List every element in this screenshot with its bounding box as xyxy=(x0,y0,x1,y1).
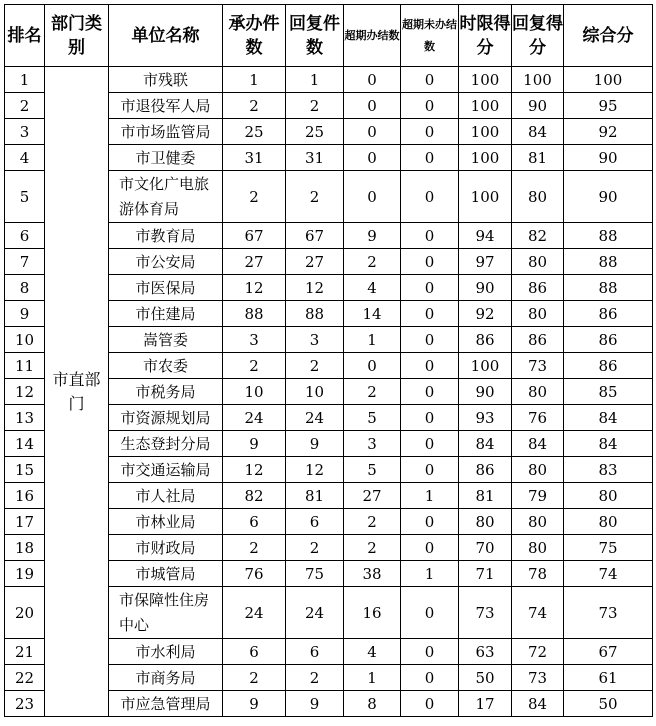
unit-name-cell: 市残联 xyxy=(109,67,223,93)
overdue-done-cell: 3 xyxy=(344,431,401,457)
handled-cell: 82 xyxy=(223,483,286,509)
handled-cell: 10 xyxy=(223,379,286,405)
replied-cell: 12 xyxy=(286,275,344,301)
unit-name-cell: 市住建局 xyxy=(109,301,223,327)
total-cell: 100 xyxy=(564,67,653,93)
reply-score-cell: 80 xyxy=(512,171,564,223)
overdue-undone-cell: 0 xyxy=(401,379,459,405)
unit-name-cell: 市卫健委 xyxy=(109,145,223,171)
overdue-undone-cell: 0 xyxy=(401,587,459,639)
header-handled: 承办件数 xyxy=(223,5,286,67)
overdue-undone-cell: 1 xyxy=(401,561,459,587)
total-cell: 61 xyxy=(564,665,653,691)
overdue-undone-cell: 0 xyxy=(401,275,459,301)
overdue-undone-cell: 1 xyxy=(401,483,459,509)
time-score-cell: 81 xyxy=(459,483,512,509)
rank-cell: 7 xyxy=(5,249,45,275)
ranking-table-container xyxy=(4,4,653,717)
time-score-cell: 17 xyxy=(459,691,512,717)
overdue-done-cell: 5 xyxy=(344,457,401,483)
rank-cell: 13 xyxy=(5,405,45,431)
overdue-undone-cell: 0 xyxy=(401,171,459,223)
unit-name-cell: 市人社局 xyxy=(109,483,223,509)
handled-cell: 12 xyxy=(223,275,286,301)
reply-score-cell: 76 xyxy=(512,405,564,431)
overdue-done-cell: 0 xyxy=(344,171,401,223)
unit-name-cell: 市保障性住房中心 xyxy=(109,587,223,639)
rank-cell: 19 xyxy=(5,561,45,587)
rank-cell: 11 xyxy=(5,353,45,379)
handled-cell: 25 xyxy=(223,119,286,145)
overdue-undone-cell: 0 xyxy=(401,223,459,249)
time-score-cell: 94 xyxy=(459,223,512,249)
unit-name-cell: 市资源规划局 xyxy=(109,405,223,431)
handled-cell: 31 xyxy=(223,145,286,171)
replied-cell: 6 xyxy=(286,509,344,535)
unit-name-cell: 市教育局 xyxy=(109,223,223,249)
total-cell: 92 xyxy=(564,119,653,145)
handled-cell: 2 xyxy=(223,93,286,119)
unit-name-cell: 市农委 xyxy=(109,353,223,379)
handled-cell: 3 xyxy=(223,327,286,353)
total-cell: 84 xyxy=(564,405,653,431)
replied-cell: 3 xyxy=(286,327,344,353)
unit-name-cell: 市财政局 xyxy=(109,535,223,561)
rank-cell: 2 xyxy=(5,93,45,119)
time-score-cell: 84 xyxy=(459,431,512,457)
reply-score-cell: 86 xyxy=(512,327,564,353)
reply-score-cell: 80 xyxy=(512,509,564,535)
reply-score-cell: 80 xyxy=(512,249,564,275)
reply-score-cell: 82 xyxy=(512,223,564,249)
replied-cell: 75 xyxy=(286,561,344,587)
unit-name-cell: 市交通运输局 xyxy=(109,457,223,483)
overdue-done-cell: 16 xyxy=(344,587,401,639)
total-cell: 75 xyxy=(564,535,653,561)
replied-cell: 81 xyxy=(286,483,344,509)
rank-cell: 10 xyxy=(5,327,45,353)
replied-cell: 6 xyxy=(286,639,344,665)
total-cell: 80 xyxy=(564,509,653,535)
time-score-cell: 100 xyxy=(459,171,512,223)
handled-cell: 1 xyxy=(223,67,286,93)
rank-cell: 20 xyxy=(5,587,45,639)
table-body xyxy=(5,67,653,717)
time-score-cell: 70 xyxy=(459,535,512,561)
rank-cell: 15 xyxy=(5,457,45,483)
reply-score-cell: 86 xyxy=(512,275,564,301)
rank-cell: 18 xyxy=(5,535,45,561)
overdue-done-cell: 2 xyxy=(344,535,401,561)
rank-cell: 22 xyxy=(5,665,45,691)
total-cell: 86 xyxy=(564,327,653,353)
time-score-cell: 100 xyxy=(459,145,512,171)
unit-name-cell: 市林业局 xyxy=(109,509,223,535)
time-score-cell: 63 xyxy=(459,639,512,665)
reply-score-cell: 73 xyxy=(512,665,564,691)
header-total: 综合分 xyxy=(564,5,653,67)
time-score-cell: 80 xyxy=(459,509,512,535)
time-score-cell: 92 xyxy=(459,301,512,327)
time-score-cell: 86 xyxy=(459,457,512,483)
replied-cell: 27 xyxy=(286,249,344,275)
replied-cell: 1 xyxy=(286,67,344,93)
total-cell: 95 xyxy=(564,93,653,119)
rank-cell: 1 xyxy=(5,67,45,93)
overdue-done-cell: 1 xyxy=(344,665,401,691)
time-score-cell: 90 xyxy=(459,275,512,301)
rank-cell: 12 xyxy=(5,379,45,405)
overdue-undone-cell: 0 xyxy=(401,509,459,535)
rank-cell: 14 xyxy=(5,431,45,457)
handled-cell: 2 xyxy=(223,353,286,379)
total-cell: 83 xyxy=(564,457,653,483)
overdue-done-cell: 5 xyxy=(344,405,401,431)
unit-name-cell: 市商务局 xyxy=(109,665,223,691)
overdue-done-cell: 8 xyxy=(344,691,401,717)
reply-score-cell: 84 xyxy=(512,691,564,717)
overdue-undone-cell: 0 xyxy=(401,327,459,353)
overdue-undone-cell: 0 xyxy=(401,249,459,275)
unit-name-cell: 市城管局 xyxy=(109,561,223,587)
replied-cell: 67 xyxy=(286,223,344,249)
overdue-done-cell: 0 xyxy=(344,119,401,145)
reply-score-cell: 73 xyxy=(512,353,564,379)
overdue-done-cell: 4 xyxy=(344,275,401,301)
total-cell: 84 xyxy=(564,431,653,457)
overdue-undone-cell: 0 xyxy=(401,639,459,665)
header-overdue-undone: 超期未办结数 xyxy=(401,5,459,67)
unit-name-cell: 市应急管理局 xyxy=(109,691,223,717)
replied-cell: 12 xyxy=(286,457,344,483)
reply-score-cell: 81 xyxy=(512,145,564,171)
unit-name-cell: 市市场监管局 xyxy=(109,119,223,145)
handled-cell: 88 xyxy=(223,301,286,327)
reply-score-cell: 74 xyxy=(512,587,564,639)
replied-cell: 9 xyxy=(286,691,344,717)
reply-score-cell: 84 xyxy=(512,431,564,457)
overdue-done-cell: 2 xyxy=(344,379,401,405)
total-cell: 88 xyxy=(564,275,653,301)
total-cell: 90 xyxy=(564,171,653,223)
total-cell: 67 xyxy=(564,639,653,665)
unit-name-cell: 市公安局 xyxy=(109,249,223,275)
overdue-undone-cell: 0 xyxy=(401,691,459,717)
total-cell: 73 xyxy=(564,587,653,639)
total-cell: 90 xyxy=(564,145,653,171)
time-score-cell: 73 xyxy=(459,587,512,639)
reply-score-cell: 80 xyxy=(512,301,564,327)
header-replied: 回复件数 xyxy=(286,5,344,67)
total-cell: 85 xyxy=(564,379,653,405)
unit-name-cell: 生态登封分局 xyxy=(109,431,223,457)
total-cell: 88 xyxy=(564,249,653,275)
handled-cell: 67 xyxy=(223,223,286,249)
overdue-undone-cell: 0 xyxy=(401,405,459,431)
overdue-done-cell: 1 xyxy=(344,327,401,353)
handled-cell: 12 xyxy=(223,457,286,483)
time-score-cell: 90 xyxy=(459,379,512,405)
replied-cell: 10 xyxy=(286,379,344,405)
reply-score-cell: 80 xyxy=(512,379,564,405)
header-reply-score: 回复得分 xyxy=(512,5,564,67)
header-rank: 排名 xyxy=(5,5,45,67)
overdue-done-cell: 2 xyxy=(344,249,401,275)
rank-cell: 9 xyxy=(5,301,45,327)
table-row xyxy=(5,67,653,93)
handled-cell: 9 xyxy=(223,691,286,717)
handled-cell: 9 xyxy=(223,431,286,457)
reply-score-cell: 72 xyxy=(512,639,564,665)
overdue-undone-cell: 0 xyxy=(401,67,459,93)
rank-cell: 3 xyxy=(5,119,45,145)
handled-cell: 76 xyxy=(223,561,286,587)
overdue-undone-cell: 0 xyxy=(401,145,459,171)
time-score-cell: 97 xyxy=(459,249,512,275)
unit-name-cell: 市医保局 xyxy=(109,275,223,301)
overdue-undone-cell: 0 xyxy=(401,535,459,561)
ranking-table xyxy=(4,4,653,717)
reply-score-cell: 84 xyxy=(512,119,564,145)
total-cell: 86 xyxy=(564,353,653,379)
rank-cell: 17 xyxy=(5,509,45,535)
replied-cell: 24 xyxy=(286,587,344,639)
overdue-undone-cell: 0 xyxy=(401,431,459,457)
total-cell: 50 xyxy=(564,691,653,717)
handled-cell: 2 xyxy=(223,171,286,223)
time-score-cell: 100 xyxy=(459,353,512,379)
reply-score-cell: 80 xyxy=(512,535,564,561)
time-score-cell: 100 xyxy=(459,67,512,93)
replied-cell: 25 xyxy=(286,119,344,145)
handled-cell: 6 xyxy=(223,509,286,535)
category-cell: 市直部门 xyxy=(45,67,109,717)
unit-name-cell: 市税务局 xyxy=(109,379,223,405)
reply-score-cell: 79 xyxy=(512,483,564,509)
time-score-cell: 100 xyxy=(459,119,512,145)
header-overdue-done: 超期办结数 xyxy=(344,5,401,67)
rank-cell: 21 xyxy=(5,639,45,665)
overdue-done-cell: 2 xyxy=(344,509,401,535)
total-cell: 86 xyxy=(564,301,653,327)
total-cell: 74 xyxy=(564,561,653,587)
time-score-cell: 71 xyxy=(459,561,512,587)
replied-cell: 2 xyxy=(286,171,344,223)
overdue-done-cell: 38 xyxy=(344,561,401,587)
overdue-undone-cell: 0 xyxy=(401,353,459,379)
overdue-done-cell: 0 xyxy=(344,67,401,93)
unit-name-cell: 嵩管委 xyxy=(109,327,223,353)
replied-cell: 88 xyxy=(286,301,344,327)
overdue-done-cell: 0 xyxy=(344,145,401,171)
header-unit: 单位名称 xyxy=(109,5,223,67)
overdue-done-cell: 0 xyxy=(344,93,401,119)
header-time-score: 时限得分 xyxy=(459,5,512,67)
handled-cell: 24 xyxy=(223,405,286,431)
overdue-undone-cell: 0 xyxy=(401,457,459,483)
overdue-undone-cell: 0 xyxy=(401,301,459,327)
replied-cell: 2 xyxy=(286,535,344,561)
reply-score-cell: 80 xyxy=(512,457,564,483)
replied-cell: 31 xyxy=(286,145,344,171)
replied-cell: 9 xyxy=(286,431,344,457)
replied-cell: 24 xyxy=(286,405,344,431)
replied-cell: 2 xyxy=(286,353,344,379)
replied-cell: 2 xyxy=(286,93,344,119)
time-score-cell: 86 xyxy=(459,327,512,353)
reply-score-cell: 78 xyxy=(512,561,564,587)
overdue-done-cell: 4 xyxy=(344,639,401,665)
overdue-done-cell: 9 xyxy=(344,223,401,249)
overdue-done-cell: 14 xyxy=(344,301,401,327)
time-score-cell: 100 xyxy=(459,93,512,119)
unit-name-cell: 市文化广电旅游体育局 xyxy=(109,171,223,223)
reply-score-cell: 90 xyxy=(512,93,564,119)
overdue-done-cell: 0 xyxy=(344,353,401,379)
time-score-cell: 93 xyxy=(459,405,512,431)
handled-cell: 2 xyxy=(223,535,286,561)
reply-score-cell: 100 xyxy=(512,67,564,93)
rank-cell: 4 xyxy=(5,145,45,171)
rank-cell: 8 xyxy=(5,275,45,301)
rank-cell: 16 xyxy=(5,483,45,509)
header-row xyxy=(5,5,653,67)
unit-name-cell: 市水利局 xyxy=(109,639,223,665)
time-score-cell: 50 xyxy=(459,665,512,691)
overdue-undone-cell: 0 xyxy=(401,93,459,119)
handled-cell: 24 xyxy=(223,587,286,639)
replied-cell: 2 xyxy=(286,665,344,691)
handled-cell: 2 xyxy=(223,665,286,691)
total-cell: 88 xyxy=(564,223,653,249)
header-category: 部门类别 xyxy=(45,5,109,67)
rank-cell: 6 xyxy=(5,223,45,249)
overdue-done-cell: 27 xyxy=(344,483,401,509)
handled-cell: 6 xyxy=(223,639,286,665)
overdue-undone-cell: 0 xyxy=(401,665,459,691)
total-cell: 80 xyxy=(564,483,653,509)
handled-cell: 27 xyxy=(223,249,286,275)
unit-name-cell: 市退役军人局 xyxy=(109,93,223,119)
rank-cell: 5 xyxy=(5,171,45,223)
rank-cell: 23 xyxy=(5,691,45,717)
overdue-undone-cell: 0 xyxy=(401,119,459,145)
